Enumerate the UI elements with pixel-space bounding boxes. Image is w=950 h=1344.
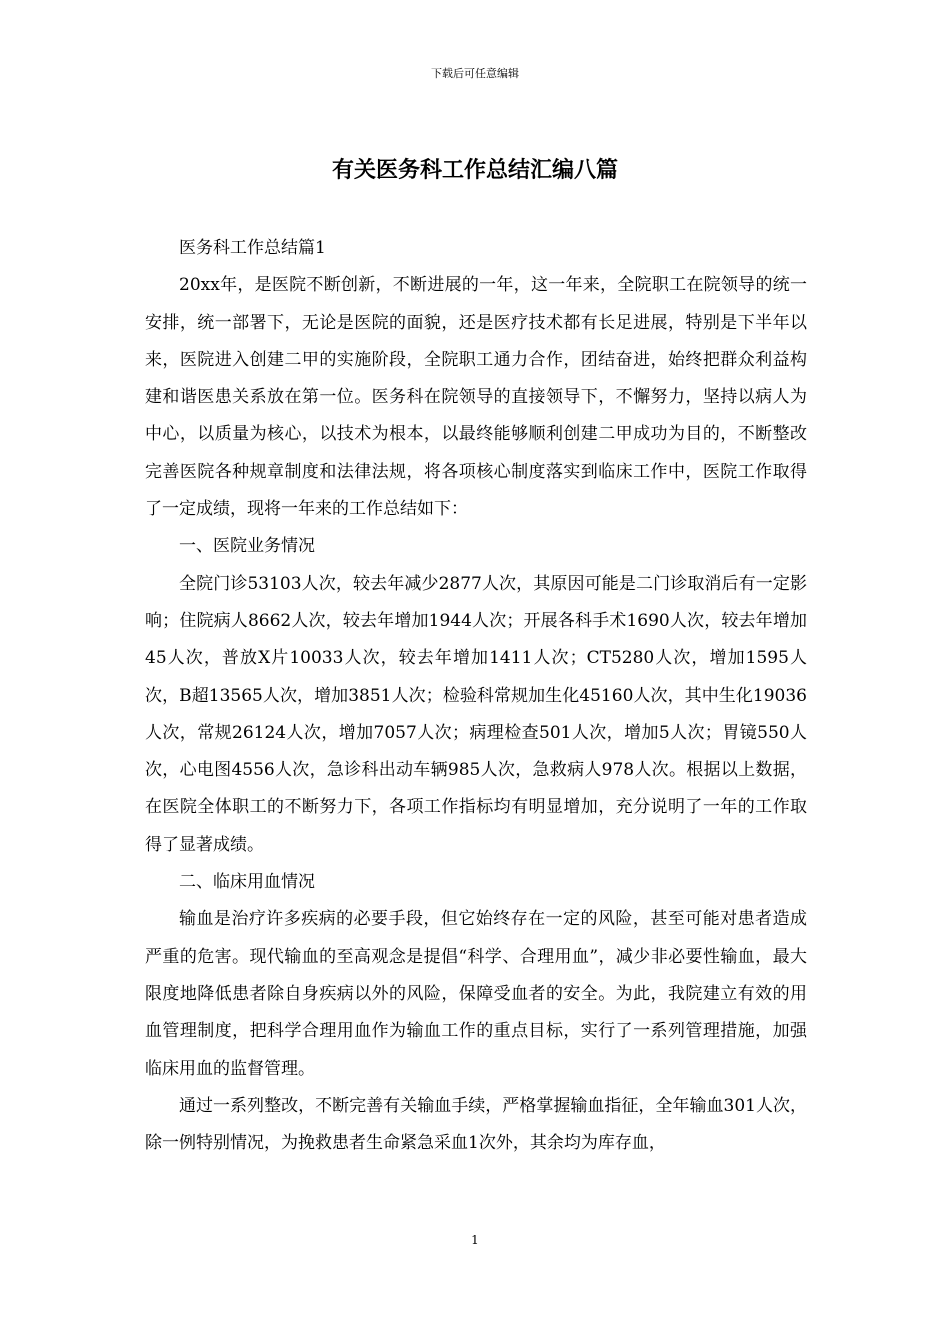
paragraph: 全院门诊53103人次，较去年减少2877人次，其原因可能是二门诊取消后有一定影响；住院病人8662人次，较去年增加1944人次；开展各科手术1690人次，较去年增加45人次，普放X片10033人次，较去年增加1411人次；CT5280人次，增加1595人次，B超13565人次，增加3851人次；检验科常规加生化45160人次，其中生化19036人次，常规26124人次，增加7057人次；病理检查501人次，增加5人次；胃镜550人次，心电图4556人次，急诊科出动车辆985人次，急救病人978人次。根据以上数据，在医院全体职工的不断努力下，各项工作指标均有明显增加，充分说明了一年的工作取得了显著成绩。 <box>145 573 807 855</box>
section-heading: 一、医院业务情况 <box>179 536 315 557</box>
paragraph: 20xx年，是医院不断创新，不断进展的一年，这一年来，全院职工在院领导的统一安排，统一部署下，无论是医院的面貌，还是医疗技术都有长足进展，特别是下半年以来，医院进入创建二甲的实施阶段，全院职工通力合作，团结奋进，始终把群众利益构建和谐医患关系放在第一位。医务科在院领导的直接领导下，不懈努力，坚持以病人为中心，以质量为核心，以技术为根本，以最终能够顺利创建二甲成功为目的，不断整改完善医院各种规章制度和法律法规，将各项核心制度落实到临床工作中，医院工作取得了一定成绩，现将一年来的工作总结如下： <box>145 275 807 520</box>
header-note: 下载后可任意编辑 <box>431 67 519 80</box>
page-number: 1 <box>471 1233 479 1247</box>
document-body <box>145 230 807 1162</box>
section-heading: 二、临床用血情况 <box>179 872 315 893</box>
document-title: 有关医务科工作总结汇编八篇 <box>331 157 618 183</box>
paragraph: 通过一系列整改，不断完善有关输血手续，严格掌握输血指征，全年输血301人次，除一例特别情况，为挽救患者生命紧急采血1次外，其余均为库存血， <box>145 1095 807 1154</box>
section-heading: 医务科工作总结篇1 <box>179 238 326 258</box>
paragraph: 输血是治疗许多疾病的必要手段，但它始终存在一定的风险，甚至可能对患者造成严重的危害。现代输血的至高观念是提倡“科学、合理用血”，减少非必要性输血，最大限度地降低患者除自身疾病以外的风险，保障受血者的安全。为此，我院建立有效的用血管理制度，把科学合理用血作为输血工作的重点目标，实行了一系列管理措施，加强临床用血的监督管理。 <box>145 909 807 1079</box>
